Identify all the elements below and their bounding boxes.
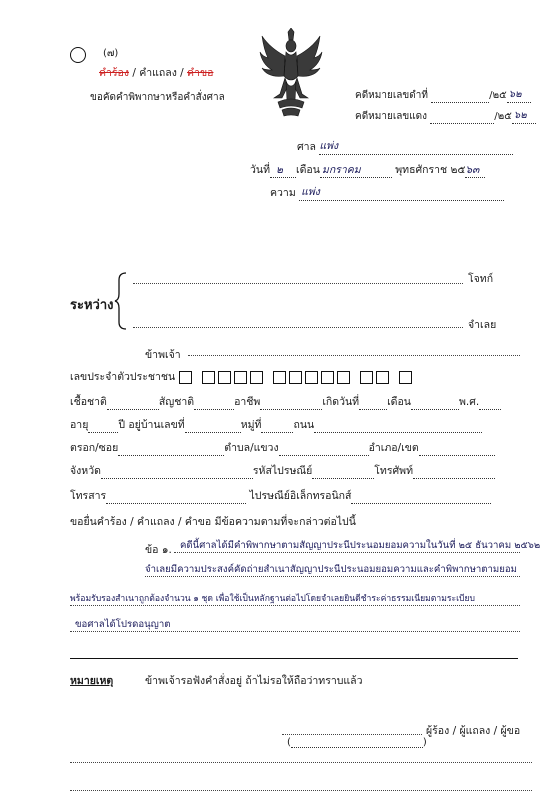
paren-open: ( (287, 737, 291, 748)
body-underline-4 (70, 631, 520, 632)
plaintiff-label: โจทก์ (468, 273, 494, 285)
id-digit-box[interactable] (250, 371, 263, 384)
id-boxes[interactable] (179, 371, 422, 383)
note-text: ข้าพเจ้ารอฟังคำสั่งอยู่ ถ้าไม่รอให้ถือว่าทราบแล้ว (145, 675, 363, 687)
footer-line-1 (70, 762, 532, 763)
subdistrict-label: ตำบล/แขวง (224, 442, 279, 454)
birth-date-label: เกิดวันที่ (322, 396, 360, 408)
red-case-row (355, 109, 536, 124)
occupation-label: อาชีพ (234, 396, 261, 408)
id-digit-box[interactable] (321, 371, 334, 384)
brace-icon (114, 272, 128, 330)
body-line-1: คดีนี้ศาลได้มีคำพิพากษาตามสัญญาประนีประนอมยอมความในวันที่ ๒๕ ธันวาคม ๒๕๖๒ (180, 540, 541, 551)
defendant-label: จำเลย (468, 319, 497, 331)
id-digit-box[interactable] (179, 371, 192, 384)
body-line-2: จำเลยมีความประสงค์คัดถ่ายสำเนาสัญญาประนีประนอมยอมความและคำพิพากษาตามยอม (145, 564, 517, 575)
plaintiff-line[interactable] (133, 283, 463, 284)
statement-text: ขอยื่นคำร้อง / คำแถลง / คำขอ มีข้อความตามที่จะกล่าวต่อไปนี้ (70, 516, 356, 528)
signer-label: ผู้ร้อง / ผู้แถลง / ผู้ขอ (426, 725, 521, 737)
black-case-row (355, 88, 531, 103)
court-row (297, 138, 513, 155)
race-row (70, 393, 501, 410)
note-label: หมายเหตุ (70, 675, 114, 687)
nationality-label: สัญชาติ (158, 396, 195, 408)
year-label: พุทธศักราช ๒๕ (395, 164, 466, 176)
type-mid: / คำแถลง / (129, 67, 188, 79)
court-value: แพ่ง (319, 140, 339, 152)
body-underline-2 (145, 576, 520, 577)
radio-circle[interactable] (70, 47, 86, 63)
black-case-year-hand: ๖๒ (508, 89, 522, 100)
id-digit-box[interactable] (305, 371, 318, 384)
body-underline-3 (70, 605, 520, 606)
type-strike-2: คำขอ (187, 67, 214, 79)
applicant-name-line[interactable] (188, 355, 520, 356)
form-number: (๗) (103, 48, 119, 59)
applicant-label: ข้าพเจ้า (145, 349, 181, 361)
matter-value: แพ่ง (301, 186, 320, 198)
id-digit-box[interactable] (337, 371, 350, 384)
between-label: ระหว่าง (70, 298, 114, 313)
black-case-label: คดีหมายเลขดำที่ (355, 90, 428, 101)
id-digit-box[interactable] (218, 371, 231, 384)
house-no-label: อยู่บ้านเลขที่ (128, 419, 185, 431)
province-label: จังหวัด (70, 465, 101, 477)
email-label: ไปรษณีย์อิเล็กทรอนิกส์ (249, 490, 352, 502)
id-digit-box[interactable] (273, 371, 286, 384)
divider (70, 658, 518, 659)
age-label: อายุ (70, 419, 89, 431)
road-label: ถนน (293, 419, 315, 431)
date-day: ๒ (276, 164, 283, 176)
age-row (70, 416, 482, 433)
id-label: เลขประจำตัวประชาชน (70, 371, 176, 383)
body-line-3: พร้อมรับรองสำเนาถูกต้องจำนวน ๑ ชุด เพื่อใช้เป็นหลักฐานต่อไปโดยจำเลยยินดีชำระค่าธรรมเนียมตามระเบียบ (70, 594, 475, 604)
phone-label: โทรศัพท์ (374, 465, 414, 477)
fax-row (70, 487, 491, 504)
race-label: เชื้อชาติ (70, 396, 107, 408)
garuda-emblem-icon (258, 28, 324, 118)
province-row (70, 462, 495, 479)
year-unit-label: ปี (118, 419, 126, 431)
postcode-label: รหัสไปรษณีย์ (252, 465, 313, 477)
fax-label: โทรสาร (70, 490, 107, 502)
black-case-year: /๒๕ (489, 90, 507, 101)
alley-row (70, 439, 495, 456)
red-case-year: /๒๕ (494, 111, 512, 122)
moo-label: หมู่ที่ (240, 419, 262, 431)
body-line-4: ขอศาลได้โปรดอนุญาต (75, 619, 171, 630)
id-digit-box[interactable] (289, 371, 302, 384)
year-hand: ๖๓ (465, 164, 480, 176)
id-row (70, 368, 422, 385)
footer-line-2 (70, 790, 532, 791)
id-digit-box[interactable] (234, 371, 247, 384)
item-label: ข้อ ๑. (145, 544, 172, 556)
form-subtitle: ขอคัดคำพิพากษาหรือคำสั่งศาล (90, 92, 225, 103)
form-type (99, 64, 213, 81)
id-digit-box[interactable] (202, 371, 215, 384)
type-strike-1: คำร้อง (99, 67, 129, 79)
body-underline-1 (174, 552, 520, 553)
alley-label: ตรอก/ซอย (70, 442, 119, 454)
district-label: อำเภอ/เขต (368, 442, 419, 454)
date-row (250, 161, 485, 178)
matter-row (270, 184, 504, 201)
name-paren-row (287, 735, 427, 748)
id-digit-box[interactable] (399, 371, 412, 384)
month-value: มกราคม (321, 164, 361, 176)
court-label: ศาล (297, 141, 316, 153)
id-digit-box[interactable] (360, 371, 373, 384)
month-label: เดือน (296, 164, 320, 176)
defendant-line[interactable] (133, 327, 463, 328)
birth-month-label: เดือน (387, 396, 411, 408)
birth-year-label: พ.ศ. (459, 396, 480, 408)
paren-close: ) (422, 737, 427, 748)
matter-label: ความ (270, 187, 296, 199)
red-case-year-hand: ๖๒ (513, 110, 527, 121)
id-digit-box[interactable] (376, 371, 389, 384)
date-label: วันที่ (250, 164, 270, 176)
red-case-label: คดีหมายเลขแดง (355, 111, 428, 122)
